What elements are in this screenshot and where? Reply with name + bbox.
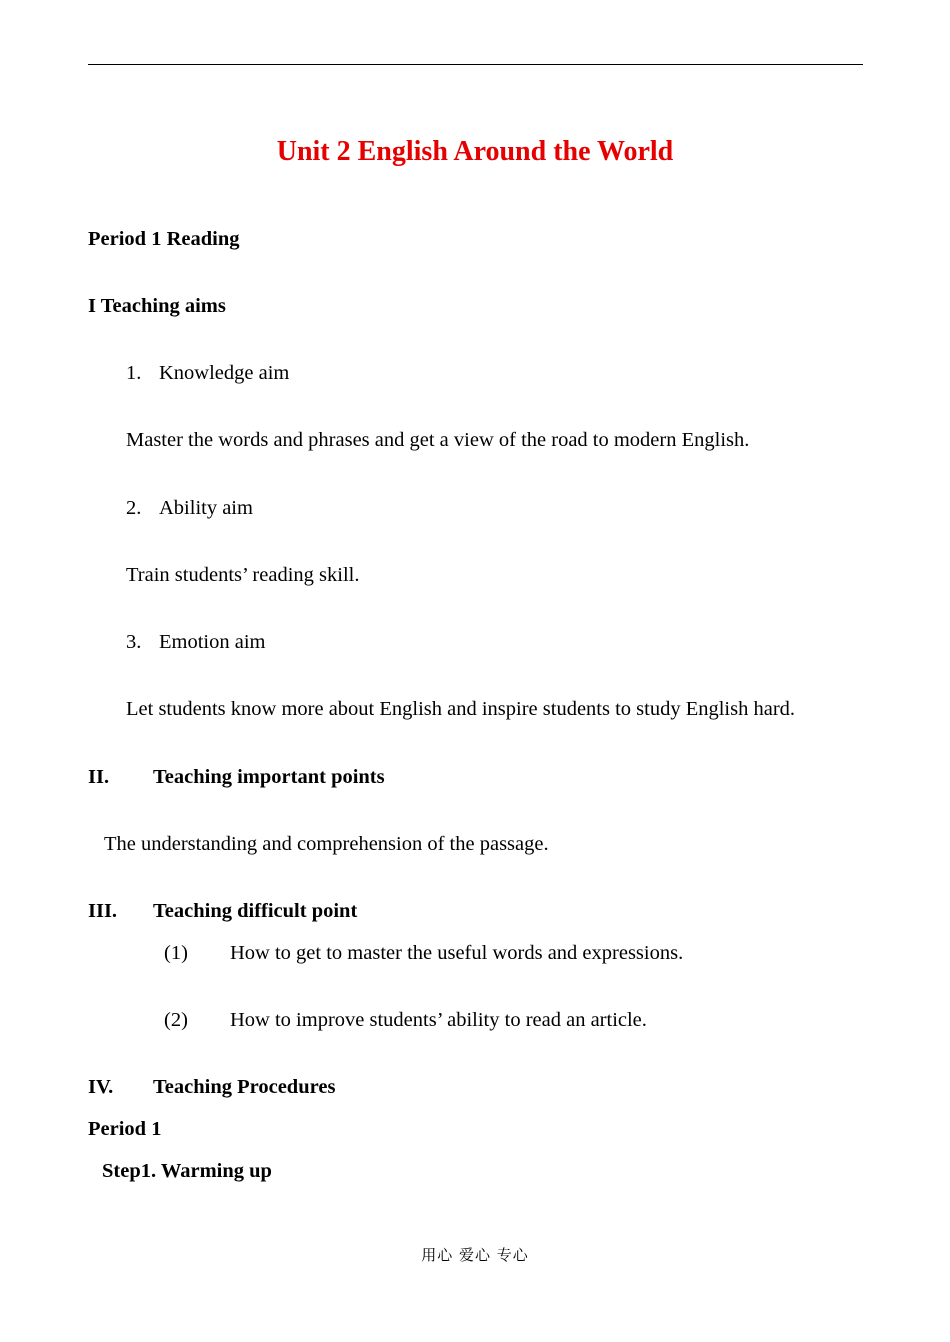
section-2-numeral: II.: [88, 766, 110, 788]
section-4-heading: Teaching Procedures: [153, 1076, 336, 1098]
section-2-heading: Teaching important points: [153, 766, 385, 788]
section-2-text: The understanding and comprehension of the passage.: [104, 833, 549, 855]
difficult-point-1-text: How to get to master the useful words and expressions.: [230, 942, 684, 964]
aim-1-label: Knowledge aim: [159, 362, 290, 384]
aim-2-label: Ability aim: [159, 497, 253, 519]
procedure-step-1: Step1. Warming up: [102, 1160, 272, 1182]
aim-1-text: Master the words and phrases and get a view of the road to modern English.: [126, 429, 750, 451]
page-footer: 用心 爱心 专心: [421, 1246, 529, 1264]
aim-3-label: Emotion aim: [159, 631, 266, 653]
aim-3-text: Let students know more about English and inspire students to study English hard.: [126, 698, 796, 720]
difficult-point-2-text: How to improve students’ ability to read an article.: [230, 1009, 647, 1031]
period-heading: Period 1 Reading: [88, 228, 240, 250]
aim-1-number: 1.: [126, 362, 142, 384]
document-title: Unit 2 English Around the World: [276, 136, 674, 167]
aim-3-number: 3.: [126, 631, 142, 653]
difficult-point-2-number: (2): [164, 1009, 188, 1031]
section-1-heading: I Teaching aims: [88, 295, 226, 317]
section-3-numeral: III.: [88, 900, 118, 922]
difficult-point-1-number: (1): [164, 942, 188, 964]
aim-2-text: Train students’ reading skill.: [126, 564, 360, 586]
aim-2-number: 2.: [126, 497, 142, 519]
section-4-numeral: IV.: [88, 1076, 114, 1098]
section-3-heading: Teaching difficult point: [153, 900, 358, 922]
procedure-period: Period 1: [88, 1118, 162, 1140]
header-rule: [88, 64, 863, 65]
